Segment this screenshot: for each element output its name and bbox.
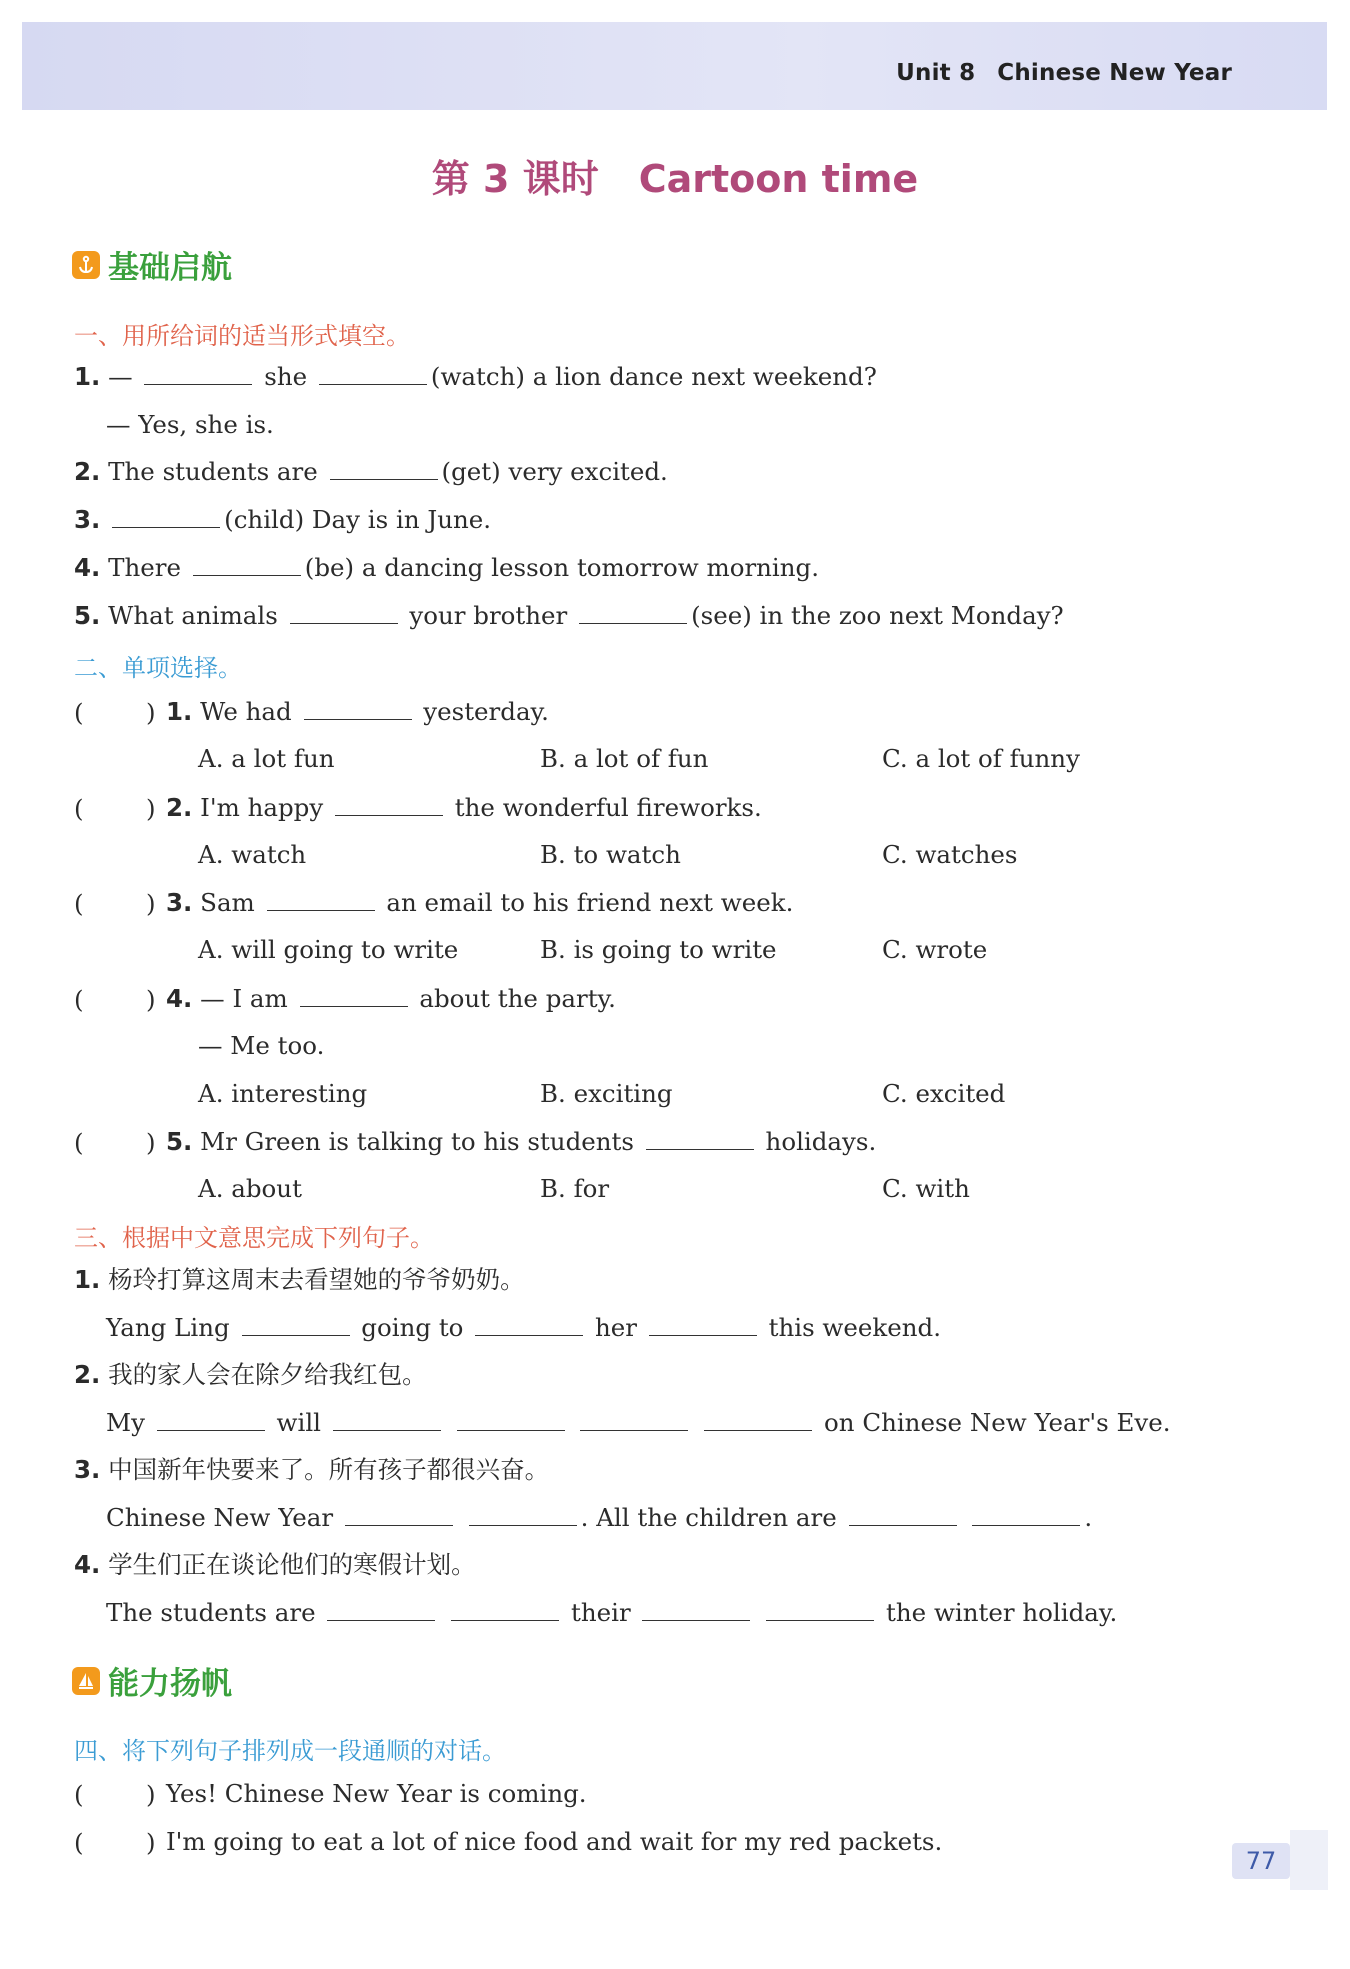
question-number: 2.: [74, 457, 101, 486]
question-text: My: [106, 1408, 145, 1437]
section-heading-basics: [72, 242, 232, 287]
part1-q5: [74, 601, 1064, 630]
lesson-name: Cartoon time: [638, 157, 919, 201]
question-text: Chinese New Year: [106, 1503, 334, 1532]
dialogue-sentence: Yes! Chinese New Year is coming.: [166, 1779, 587, 1808]
option-b[interactable]: B. is going to write: [540, 935, 777, 964]
answer-paren-close[interactable]: ): [146, 985, 156, 1014]
question-text: Yang Ling: [106, 1313, 230, 1342]
part3-q4-english: [106, 1598, 1118, 1627]
question-text: The students are: [106, 1598, 316, 1627]
part3-q3-english: [106, 1503, 1093, 1532]
answer-paren-close[interactable]: ): [146, 794, 156, 823]
lesson-number: 第 3 课时: [431, 157, 599, 201]
question-number: 2.: [74, 1360, 101, 1389]
part1-q3: [74, 505, 492, 534]
page-number: 77: [1232, 1843, 1290, 1879]
page-header: [22, 22, 1327, 110]
option-a[interactable]: A. a lot fun: [198, 744, 335, 773]
option-b[interactable]: B. exciting: [540, 1079, 673, 1108]
section-title: 能力扬帆: [108, 1666, 232, 1702]
question-text: 学生们正在谈论他们的寒假计划。: [108, 1550, 476, 1579]
option-c[interactable]: C. watches: [882, 840, 1018, 869]
dialogue-sentence: I'm going to eat a lot of nice food and wait for my red packets.: [166, 1827, 943, 1856]
answer-blank[interactable]: [649, 1317, 757, 1336]
question-text: 杨玲打算这周末去看望她的爷爷奶奶。: [108, 1265, 525, 1294]
answer-blank[interactable]: [330, 461, 438, 480]
mc-question-4-reply: — Me too.: [198, 1031, 325, 1060]
part1-q4: [74, 553, 820, 582]
question-text: — I am: [200, 984, 288, 1013]
question-number: 5.: [166, 1127, 193, 1156]
option-c[interactable]: C. wrote: [882, 935, 988, 964]
mc-question-4: [166, 984, 616, 1013]
answer-blank[interactable]: [580, 1412, 688, 1431]
part2-instruction: 二、单项选择。: [74, 654, 242, 682]
unit-title: Chinese New Year: [997, 60, 1232, 86]
question-text: The students are: [108, 457, 318, 486]
question-text: —: [108, 362, 133, 391]
question-text: the wonderful fireworks.: [454, 793, 762, 822]
question-text: their: [570, 1598, 631, 1627]
answer-blank[interactable]: [642, 1602, 750, 1621]
anchor-icon: [72, 251, 100, 279]
answer-paren-close[interactable]: ): [146, 889, 156, 918]
part3-q4-chinese: [74, 1550, 476, 1579]
part3-q2-english: [106, 1408, 1171, 1437]
answer-blank[interactable]: [242, 1317, 350, 1336]
option-b[interactable]: B. to watch: [540, 840, 681, 869]
answer-paren-close[interactable]: ): [146, 1828, 156, 1857]
answer-blank[interactable]: [290, 605, 398, 624]
sail-icon: [72, 1667, 100, 1695]
answer-blank[interactable]: [457, 1412, 565, 1431]
answer-paren-open: (: [74, 1128, 84, 1157]
question-number: 4.: [74, 553, 101, 582]
answer-blank[interactable]: [193, 557, 301, 576]
answer-blank[interactable]: [333, 1412, 441, 1431]
answer-paren-close[interactable]: ): [146, 698, 156, 727]
part3-q3-chinese: [74, 1455, 550, 1484]
page-edge-shade: [1290, 1830, 1328, 1890]
option-c[interactable]: C. a lot of funny: [882, 744, 1080, 773]
answer-blank[interactable]: [849, 1507, 957, 1526]
question-text: the winter holiday.: [886, 1598, 1118, 1627]
lesson-title: [0, 148, 1350, 203]
unit-label: [896, 60, 1232, 86]
answer-blank[interactable]: [646, 1131, 754, 1150]
answer-blank[interactable]: [304, 701, 412, 720]
answer-blank[interactable]: [112, 509, 220, 528]
mc-question-5: [166, 1127, 877, 1156]
mc-question-2: [166, 793, 762, 822]
question-text: (get) very excited.: [441, 457, 668, 486]
answer-paren-open: (: [74, 985, 84, 1014]
question-number: 5.: [74, 601, 101, 630]
option-a[interactable]: A. about: [198, 1174, 302, 1203]
question-text: holidays.: [765, 1127, 877, 1156]
question-text: (watch) a lion dance next weekend?: [430, 362, 877, 391]
part3-instruction: 三、根据中文意思完成下列句子。: [74, 1224, 434, 1252]
answer-paren-close[interactable]: ): [146, 1780, 156, 1809]
question-number: 1.: [74, 1265, 101, 1294]
question-text: (see) in the zoo next Monday?: [691, 601, 1064, 630]
answer-blank[interactable]: [766, 1602, 874, 1621]
question-text: I'm happy: [200, 793, 324, 822]
question-text: What animals: [108, 601, 278, 630]
question-text: will: [276, 1408, 322, 1437]
question-text: 我的家人会在除夕给我红包。: [108, 1360, 427, 1389]
answer-blank[interactable]: [327, 1602, 435, 1621]
question-number: 3.: [74, 505, 101, 534]
option-b[interactable]: B. for: [540, 1174, 610, 1203]
question-text: an email to his friend next week.: [386, 888, 794, 917]
answer-blank[interactable]: [157, 1412, 265, 1431]
question-text: 中国新年快要来了。所有孩子都很兴奋。: [108, 1455, 550, 1484]
option-a[interactable]: A. watch: [198, 840, 307, 869]
question-text: yesterday.: [423, 697, 549, 726]
question-text: Sam: [200, 888, 255, 917]
question-text: your brother: [409, 601, 568, 630]
part3-q2-chinese: [74, 1360, 427, 1389]
answer-blank[interactable]: [469, 1507, 577, 1526]
answer-paren-open: (: [74, 1828, 84, 1857]
answer-paren-close[interactable]: ): [146, 1128, 156, 1157]
option-a[interactable]: A. interesting: [198, 1079, 368, 1108]
question-text: Mr Green is talking to his students: [200, 1127, 634, 1156]
question-number: 3.: [166, 888, 193, 917]
answer-blank[interactable]: [704, 1412, 812, 1431]
question-text: (child) Day is in June.: [224, 505, 492, 534]
part1-q1-answer: — Yes, she is.: [106, 410, 274, 439]
part3-q1-chinese: [74, 1265, 525, 1294]
question-text: she: [264, 362, 308, 391]
question-text: There: [108, 553, 181, 582]
part1-q1: [74, 362, 877, 391]
option-a[interactable]: A. will going to write: [198, 935, 459, 964]
question-number: 4.: [166, 984, 193, 1013]
part3-q1-english: [106, 1313, 941, 1342]
answer-blank[interactable]: [267, 892, 375, 911]
question-text: this weekend.: [768, 1313, 941, 1342]
section-heading-ability: [72, 1658, 232, 1703]
question-text: (be) a dancing lesson tomorrow morning.: [304, 553, 820, 582]
part1-q2: [74, 457, 668, 486]
question-text: on Chinese New Year's Eve.: [824, 1408, 1171, 1437]
answer-blank[interactable]: [475, 1317, 583, 1336]
question-text: .: [1084, 1503, 1093, 1532]
answer-paren-open: (: [74, 794, 84, 823]
question-text: her: [595, 1313, 638, 1342]
mc-question-3: [166, 888, 794, 917]
question-text: about the party.: [419, 984, 616, 1013]
part1-instruction: 一、用所给词的适当形式填空。: [74, 322, 410, 350]
answer-blank[interactable]: [300, 988, 408, 1007]
question-text: going to: [361, 1313, 464, 1342]
question-number: 1.: [166, 697, 193, 726]
unit-number: Unit 8: [896, 60, 976, 86]
answer-blank[interactable]: [345, 1507, 453, 1526]
question-number: 1.: [74, 362, 101, 391]
option-c[interactable]: C. excited: [882, 1079, 1006, 1108]
answer-blank[interactable]: [319, 366, 427, 385]
question-number: 2.: [166, 793, 193, 822]
answer-paren-open: (: [74, 1780, 84, 1809]
option-b[interactable]: B. a lot of fun: [540, 744, 709, 773]
answer-blank[interactable]: [579, 605, 687, 624]
question-number: 4.: [74, 1550, 101, 1579]
answer-blank[interactable]: [451, 1602, 559, 1621]
part4-instruction: 四、将下列句子排列成一段通顺的对话。: [74, 1737, 506, 1765]
question-text: We had: [200, 697, 292, 726]
question-number: 3.: [74, 1455, 101, 1484]
option-c[interactable]: C. with: [882, 1174, 970, 1203]
answer-blank[interactable]: [972, 1507, 1080, 1526]
answer-blank[interactable]: [144, 366, 252, 385]
mc-question-1: [166, 697, 549, 726]
answer-paren-open: (: [74, 698, 84, 727]
section-title: 基础启航: [108, 250, 232, 286]
question-text: . All the children are: [580, 1503, 837, 1532]
answer-blank[interactable]: [335, 797, 443, 816]
answer-paren-open: (: [74, 889, 84, 918]
